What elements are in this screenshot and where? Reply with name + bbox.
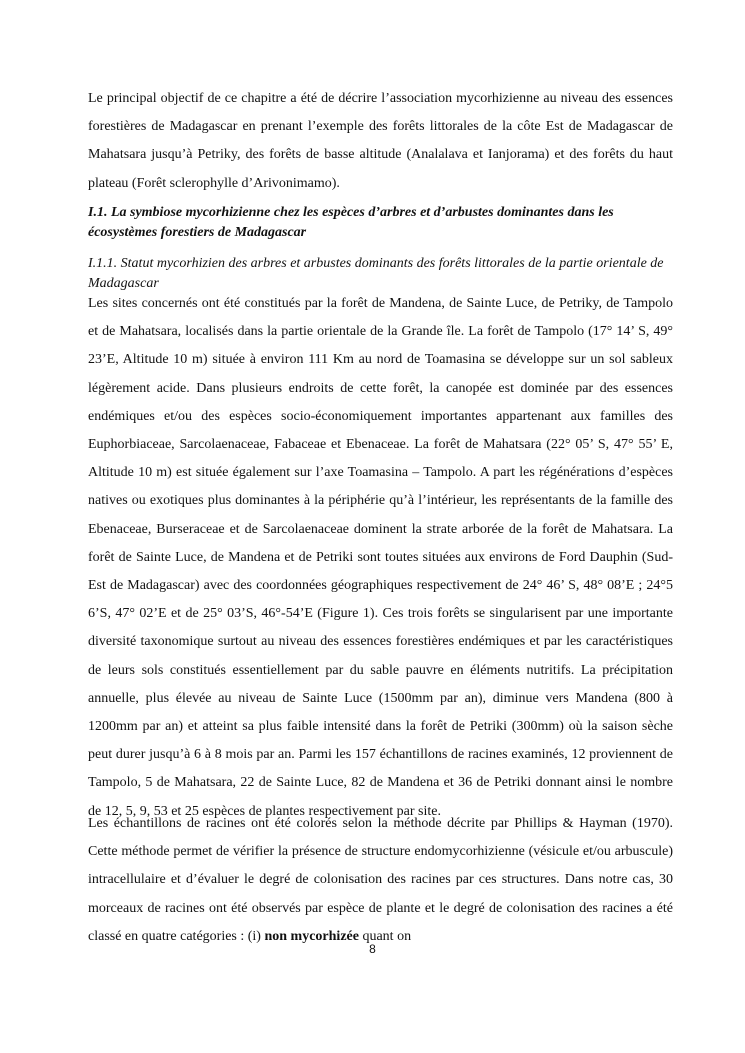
method-text-start: Les échantillons de racines ont été colorés selon la méthode décrite par Phillips & Hayman (1970). Cette méthode permet de vérifier la présence de structure endomycorhizienne (vésicule et/ou arbuscule) intracellulaire et d’évaluer le degré de colonisation des racines par ces structures. Dans notre cas, 30 morceaux de racines ont été observés par espèce de plante et le degré de colonisation des racines a été classé en quatre catégories : (i) bbox=[88, 816, 673, 944]
section-heading: I.1. La symbiose mycorhizienne chez les espèces d’arbres et d’arbustes dominantes dans les écosystèmes forestiers de Madagascar bbox=[88, 205, 614, 240]
intro-paragraph: Le principal objectif de ce chapitre a été de décrire l’association mycorhizienne au niveau des essences forestières de Madagascar en prenant l’exemple des forêts littorales de la côte Est de Madagascar de Mahatsara jusqu’à Petriky, des forêts de basse altitude (Analalava et Ianjorama) et des forêts du haut plateau (Forêt sclerophylle d’Arivonimamo). bbox=[88, 91, 673, 191]
bold-term: non mycorhizée bbox=[264, 928, 359, 944]
method-text-end: quant on bbox=[358, 928, 412, 944]
page-number: 8 bbox=[369, 942, 376, 956]
subsection-heading: I.1.1. Statut mycorhizien des arbres et arbustes dominants des forêts littorales de la partie orientale de Madagascar bbox=[88, 256, 664, 291]
method-paragraph bbox=[88, 810, 673, 951]
sites-paragraph: Les sites concernés ont été constitués par la forêt de Mandena, de Sainte Luce, de Petriky, de Tampolo et de Mahatsara, localisés dans la partie orientale de la Grande île. La forêt de Tampolo (17° 14’ S, 49° 23’E, Altitude 10 m) située à environ 111 Km au nord de Toamasina se développe sur un sol sableux légèrement acide. Dans plusieurs endroits de cette forêt, la canopée est dominée par des essences endémiques et/ou des espèces socio-économiquement importantes appartenant aux familles des Euphorbiaceae, Sarcolaenaceae, Fabaceae et Ebenaceae. La forêt de Mahatsara (22° 05’ S, 47° 55’ E, Altitude 10 m) est située également sur l’axe Toamasina – Tampolo. A part les régénérations d’espèces natives ou exotiques plus dominantes à la périphérie qu’à l’intérieur, les représentants de la famille des Ebenaceae, Burseraceae et de Sarcolaenaceae dominent la strate arborée de la forêt de Mahatsara. La forêt de Sainte Luce, de Mandena et de Petriki sont toutes situées aux environs de Ford Dauphin (Sud-Est de Madagascar) avec des coordonnées géographiques respectivement de 24° 46’ S, 48° 08’E ; 24°5 6’S, 47° 02’E et de 25° 03’S, 46°-54’E (Figure 1). Ces trois forêts se singularisent par une importante diversité taxonomique surtout au niveau des essences forestières endémiques et par les caractéristiques de leurs sols constitués essentiellement par du sable pauvre en éléments nutritifs. La précipitation annuelle, plus élevée au niveau de Sainte Luce (1500mm par an), diminue vers Mandena (800 à 1200mm par an) et atteint sa plus faible intensité dans la forêt de Petriki (300mm) où la saison sèche peut durer jusqu’à 6 à 8 mois par an. Parmi les 157 échantillons de racines examinés, 12 proviennent de Tampolo, 5 de Mahatsara, 22 de Sainte Luce, 82 de Mandena et 36 de Petriki donnant ainsi le nombre de 12, 5, 9, 53 et 25 espèces de plantes respectivement par site. bbox=[88, 296, 673, 819]
